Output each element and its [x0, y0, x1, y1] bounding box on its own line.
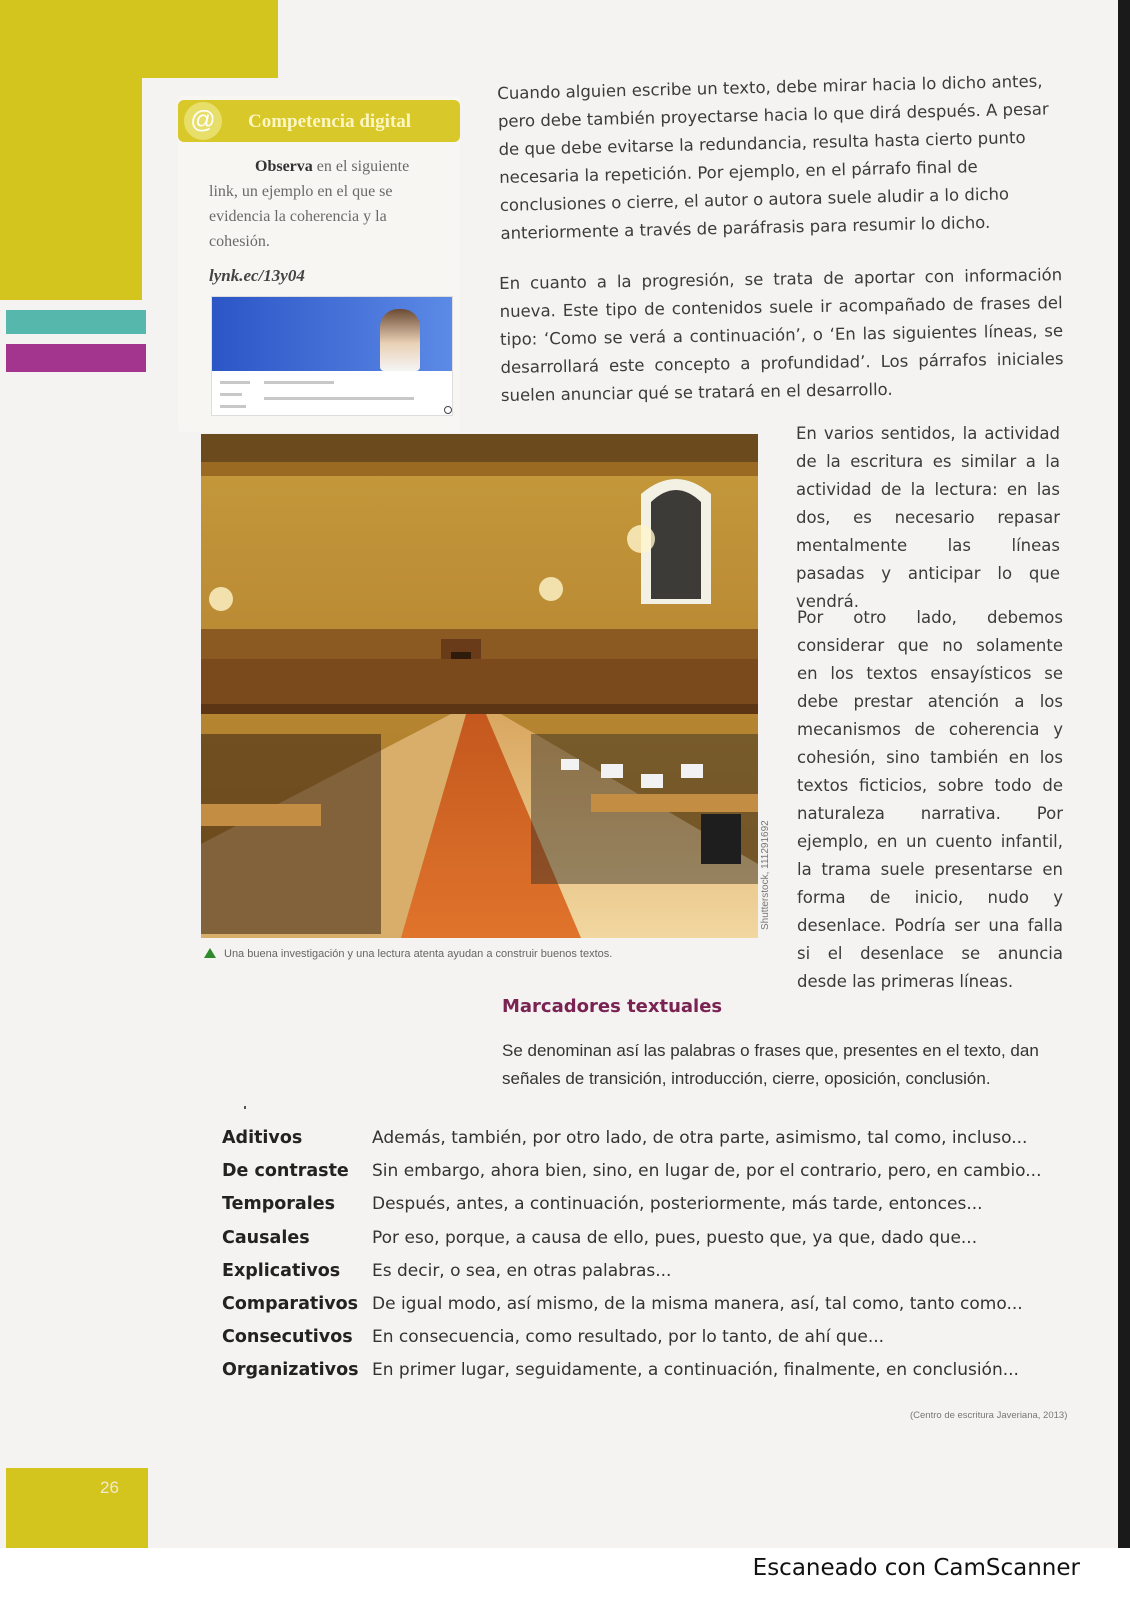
sidebox-title: Competencia digital: [248, 111, 412, 132]
marker-examples: Sin embargo, ahora bien, sino, en lugar de, por el contrario, pero, en cambio...: [372, 1161, 1042, 1182]
sidebox-link[interactable]: lynk.ec/13y04: [209, 266, 305, 285]
section-heading: Marcadores textuales: [502, 996, 723, 1017]
thumbnail-person-image: [380, 309, 420, 371]
sidebox-text-rest: en el siguiente link, un ejemplo en el que se evidencia la coherencia y la cohesión.: [209, 158, 410, 250]
bullet-circle-icon: [444, 406, 452, 414]
teal-stripe: [6, 310, 146, 334]
magenta-stripe: [6, 344, 146, 372]
at-sign-icon: @: [184, 102, 222, 140]
sidebox-text: [209, 154, 439, 254]
marker-category: De contraste: [222, 1161, 349, 1182]
marker-examples: Además, también, por otro lado, de otra parte, asimismo, tal como, incluso...: [372, 1128, 1028, 1148]
table-row: [222, 1327, 1072, 1360]
table-row: [222, 1360, 1072, 1393]
section-intro: Se denominan así las palabras o frases que, presentes en el texto, dan señales de transición, introducción, cierre, oposición, conclusión.: [502, 1041, 1039, 1088]
marker-category: Aditivos: [222, 1128, 303, 1148]
page-number: 26: [100, 1478, 119, 1497]
marker-examples: En primer lugar, seguidamente, a continuación, finalmente, en conclusión...: [372, 1360, 1019, 1381]
library-photo: [201, 434, 758, 938]
sidebox-text-bold: Observa: [255, 158, 313, 175]
marker-category: Consecutivos: [222, 1327, 353, 1348]
marker-category: Causales: [222, 1227, 310, 1248]
photo-caption: [204, 948, 612, 960]
marker-category: Comparativos: [222, 1293, 359, 1314]
marker-examples: En consecuencia, como resultado, por lo tanto, de ahí que...: [372, 1327, 885, 1348]
website-thumbnail: [211, 296, 453, 416]
table-row: [222, 1161, 1072, 1194]
table-row: [222, 1228, 1072, 1261]
marker-examples: Después, antes, a continuación, posteriormente, más tarde, entonces...: [372, 1194, 983, 1215]
marker-category: Organizativos: [222, 1360, 359, 1381]
camscanner-watermark: Escaneado con CamScanner: [752, 1555, 1080, 1581]
photo-caption-text: Una buena investigación y una lectura atenta ayudan a construir buenos textos.: [224, 948, 613, 960]
table-row: [222, 1294, 1072, 1327]
marker-category: Temporales: [222, 1194, 335, 1215]
library-illustration: [201, 434, 758, 938]
source-citation: (Centro de escritura Javeriana, 2013): [910, 1410, 1068, 1421]
marker-examples: De igual modo, así mismo, de la misma manera, así, tal como, tanto como...: [372, 1293, 1023, 1314]
photo-credit: Shutterstock, 111291692: [760, 820, 771, 930]
table-row: [222, 1194, 1072, 1227]
table-row: [222, 1128, 1072, 1161]
marker-examples: Por eso, porque, a causa de ello, pues, puesto que, ya que, dado que...: [372, 1227, 978, 1248]
paragraph-4: Por otro lado, debemos considerar que no solamente en los textos ensayísticos se debe prestar atención a los mecanismos de coherencia y cohesión, sino también en los textos ficticios, sobre todo de naturaleza narrativa. Por ejemplo, en un cuento infantil, la trama suele presentarse en forma de inicio, nudo y desenlace. Podría ser una falla si el desenlace se anuncia desde las primeras líneas.: [797, 608, 1063, 991]
marker-category: Explicativos: [222, 1260, 341, 1281]
triangle-bullet-icon: [204, 948, 216, 958]
paragraph-2: En cuanto a la progresión, se trata de aportar con información nueva. Este tipo de contenidos suele ir acompañado de frases del tipo: ‘Como se verá a continuación’, o ‘En las siguientes líneas, se desarrollará este concepto a profundidad’. Los párrafos iniciales suelen anunciar qué se tratará en el desarrollo.: [499, 265, 1064, 405]
paragraph-1: Cuando alguien escribe un texto, debe mirar hacia lo dicho antes, pero debe también proyectarse hacia lo que dirá después. A pesar de que debe evitarse la redundancia, resulta hasta cierto punto necesaria la repetición. Por ejemplo, en el párrafo final de conclusiones o cierre, el autor o autora suele aludir a lo dicho anteriormente a través de paráfrasis para resumir lo dicho.: [497, 71, 1049, 243]
footer-yellow-box: [6, 1468, 148, 1548]
competencia-digital-box: [178, 96, 460, 432]
scan-speck: [244, 1106, 246, 1109]
paragraph-3: En varios sentidos, la actividad de la escritura es similar a la actividad de la lectura: en las dos, es necesario repasar mentalmente las líneas pasadas y anticipar lo que vendrá.: [796, 424, 1060, 611]
sidebox-header: [178, 100, 460, 142]
marker-examples: Es decir, o sea, en otras palabras...: [372, 1260, 672, 1281]
left-yellow-bar: [0, 0, 142, 300]
markers-table: [222, 1128, 1072, 1394]
table-row: [222, 1261, 1072, 1294]
